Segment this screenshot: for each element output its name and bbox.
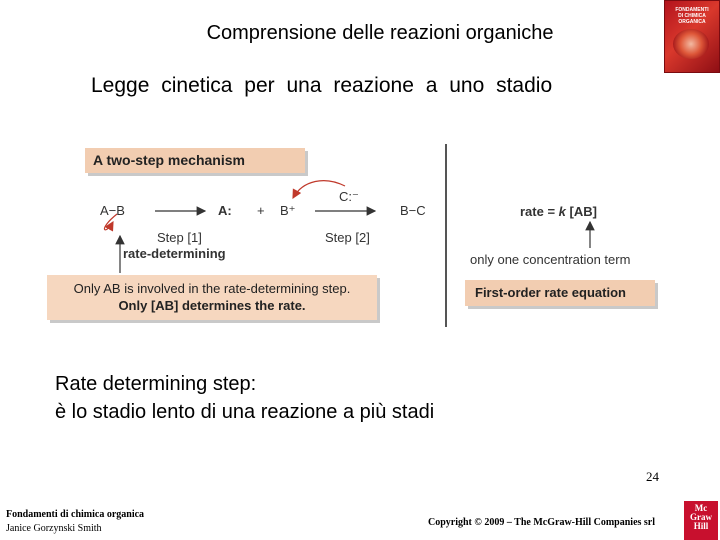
copyright-notice: Copyright © 2009 – The McGraw-Hill Companies srl [428,517,656,528]
note-line-1: Only AB is involved in the rate-determining step. [73,281,351,296]
intermediate-anion: A: [218,203,232,218]
product-bc: B−C [400,203,426,218]
rate-determining-label: rate-determining [123,246,226,261]
book-cover-title: FONDAMENTI DI CHIMICA ORGANICA [675,7,709,25]
footer-book-info [6,508,144,536]
page-number: 24 [646,469,659,484]
footer-author: Janice Gorzynski Smith [6,523,102,534]
nucleophile-c: C:⁻ [339,189,359,204]
rds-heading: Rate determining step: [55,373,257,395]
intermediate-cation: B⁺ [280,203,296,218]
mcgraw-hill-logo: Mc Graw Hill [684,501,718,540]
figure-divider [445,144,447,327]
footer-book-title: Fondamenti di chimica organica [6,509,145,520]
note-line-2: Only [AB] determines the rate. [118,298,306,313]
reactant-ab: A−B [100,203,125,218]
cover-flower-graphic [673,29,709,59]
rate-term-note: only one concentration term [470,252,631,267]
rds-definition: è lo stadio lento di una reazione a più stadi [55,401,435,423]
mechanism-figure [45,140,665,335]
rate-determining-note-box [47,275,377,320]
rate-law: rate = k [AB] [520,204,597,219]
plus-sign: + [257,203,265,218]
rate-equation-box: First-order rate equation [465,280,655,306]
step1-label: Step [1] [157,230,202,245]
book-cover-image [664,0,720,73]
step2-label: Step [2] [325,230,370,245]
slide-subtitle: Legge cinetica per una reazione a uno stadio [91,74,553,97]
nucleophile-curved-arrow [293,181,345,198]
slide-title: Comprensione delle reazioni organiche [206,22,554,44]
mechanism-header: A two-step mechanism [85,148,305,173]
